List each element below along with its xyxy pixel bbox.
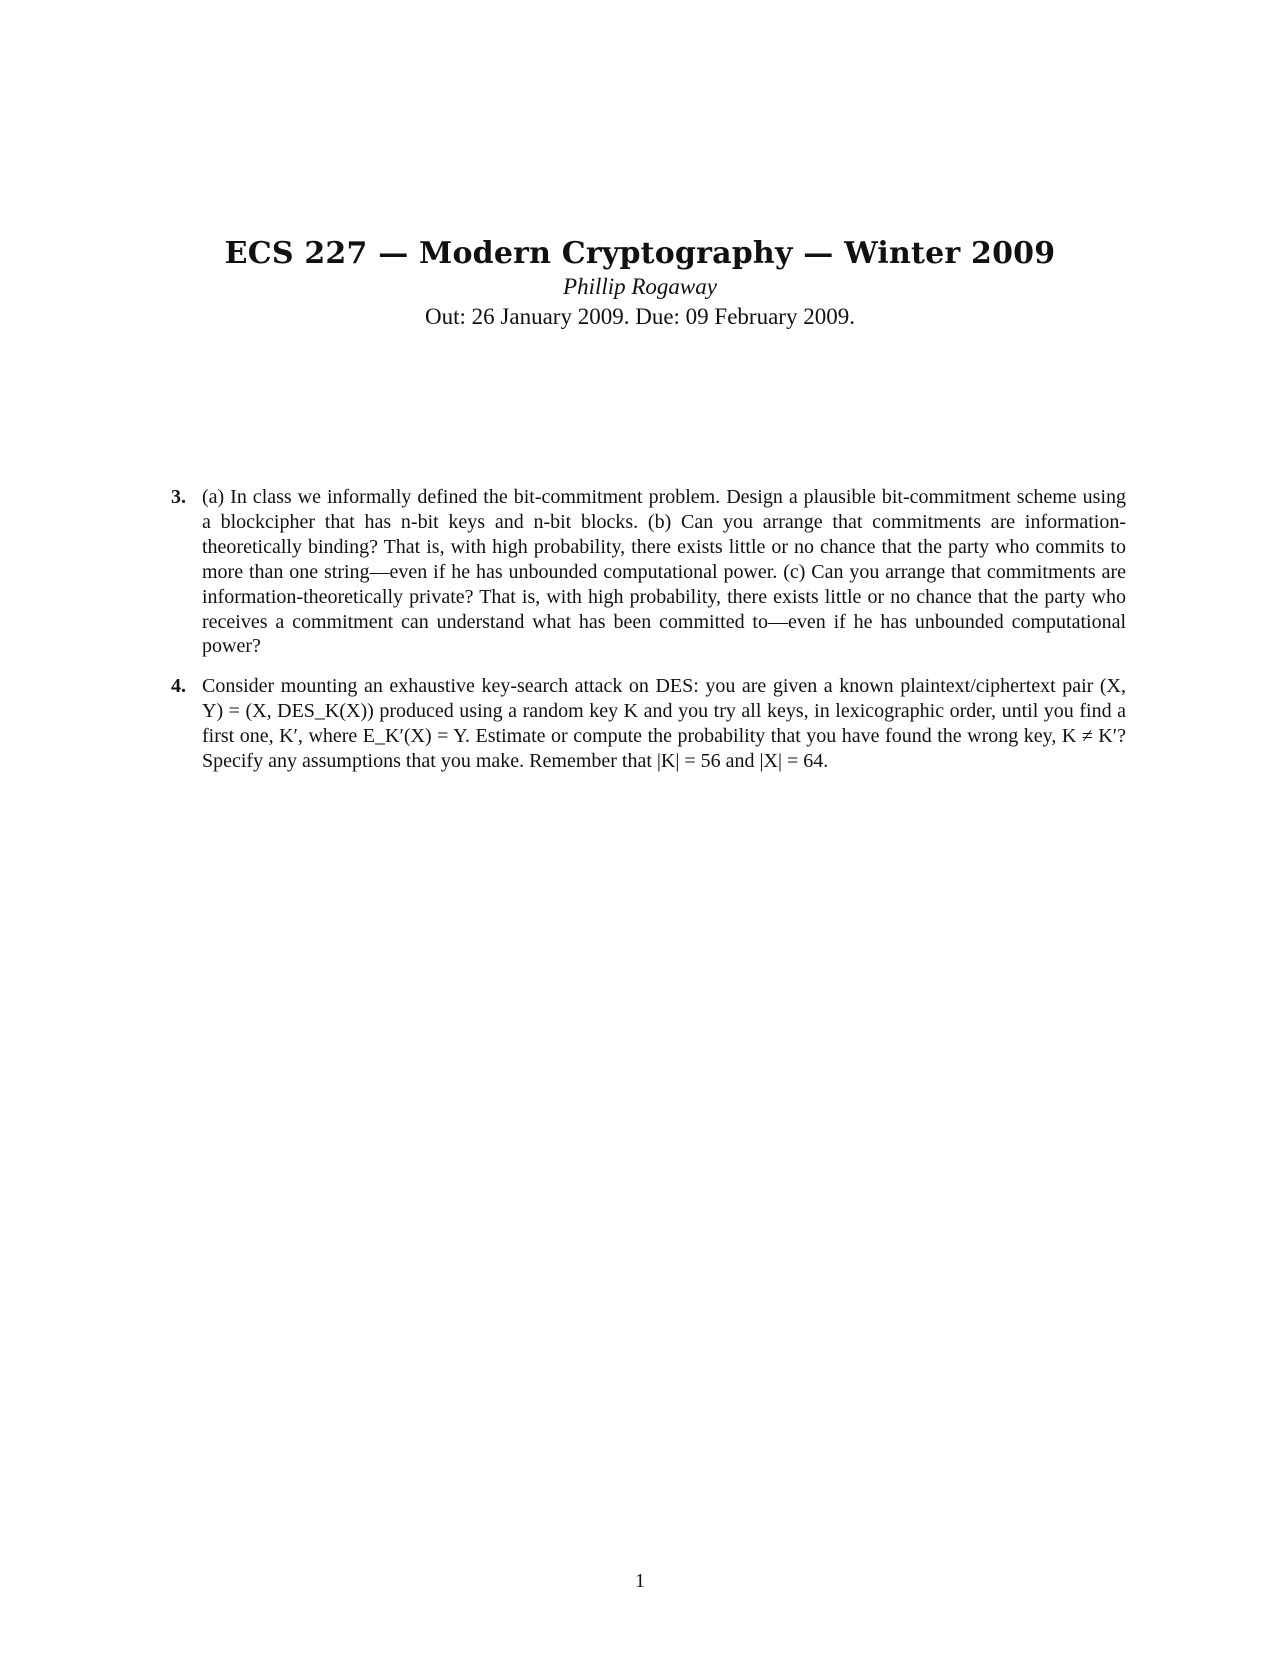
problem-text: Consider mounting an exhaustive key-search attack on DES: you are given a known plaintext/ciphertext pair (X, Y) = (X, DES_K(X)) produced using a random key K and you try all keys, in lexicographic order, until you find a first one, K′, where E_K′(X) = Y. Estimate or compute the probability that you have found the wrong key, K ≠ K′? Specify any assumptions that you make. Remember that |K| = 56 and |X| = 64. (202, 675, 1126, 773)
problem-list (171, 485, 1126, 789)
page-number: 1 (635, 1570, 645, 1592)
page-title: ECS 227 — Modern Cryptography — Winter 2009 (224, 236, 1056, 271)
problem-number: 4. (171, 675, 186, 698)
assignment-dates: Out: 26 January 2009. Due: 09 February 2009. (425, 304, 855, 329)
problem-4 (171, 674, 1126, 774)
problem-3 (171, 485, 1126, 659)
problem-text: (a) In class we informally defined the bit-commitment problem. Design a plausible bit-commitment scheme using a blockcipher that has n-bit keys and n-bit blocks. (b) Can you arrange that commitments are information-theoretically binding? That is, with high probability, there exists little or no chance that the party who commits to more than one string—even if he has unbounded computational power. (c) Can you arrange that commitments are information-theoretically private? That is, with high probability, there exists little or no chance that the party who receives a commitment can understand what has been committed to—even if he has unbounded computational power? (202, 486, 1126, 658)
document-header (0, 236, 1280, 332)
author-name: Phillip Rogaway (563, 274, 717, 299)
problem-number: 3. (171, 486, 186, 508)
